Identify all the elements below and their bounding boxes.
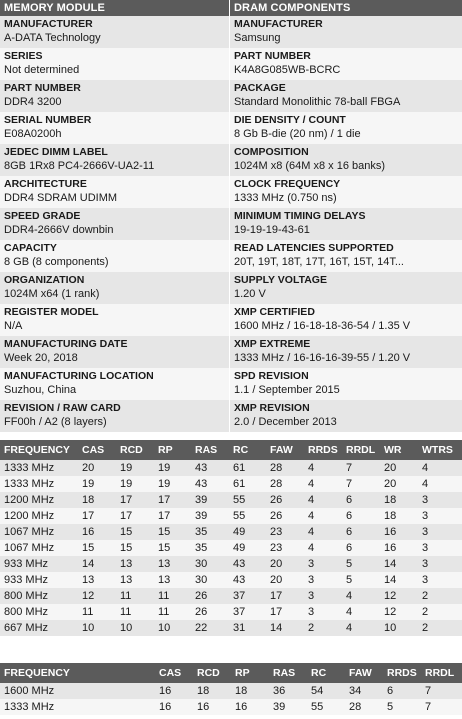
- table-cell: 15: [116, 540, 154, 556]
- table-cell: 3: [418, 540, 462, 556]
- table-cell: 26: [191, 588, 229, 604]
- table-row: [0, 540, 462, 556]
- table-cell: 3: [418, 572, 462, 588]
- table-row: [0, 524, 462, 540]
- table-cell: 22: [191, 620, 229, 636]
- table-cell: 61: [229, 476, 266, 492]
- jedec-column-header: RC: [229, 440, 266, 460]
- memory-module-spec-row: [0, 144, 229, 176]
- jedec-column-header: RRDS: [304, 440, 342, 460]
- table-cell: 26: [266, 508, 304, 524]
- table-cell: 16: [78, 524, 116, 540]
- spec-label: PART NUMBER: [4, 82, 81, 94]
- xmp-column-header: RP: [231, 663, 269, 683]
- memory-module-spec-row: [0, 240, 229, 272]
- spec-label: SPEED GRADE: [4, 210, 81, 222]
- memory-module-column: [0, 0, 230, 432]
- table-row: [0, 572, 462, 588]
- spec-value: 20T, 19T, 18T, 17T, 16T, 15T, 14T...: [234, 256, 404, 268]
- table-cell: 5: [342, 556, 380, 572]
- table-cell: 4: [342, 620, 380, 636]
- jedec-column-header: WTRS: [418, 440, 462, 460]
- table-cell: 55: [229, 492, 266, 508]
- spec-label: COMPOSITION: [234, 146, 309, 158]
- jedec-column-header: WR: [380, 440, 418, 460]
- table-cell: 800 MHz: [0, 604, 78, 620]
- table-cell: 1200 MHz: [0, 508, 78, 524]
- spec-label: CAPACITY: [4, 242, 57, 254]
- table-row: [0, 492, 462, 508]
- table-cell: 3: [418, 556, 462, 572]
- table-cell: 3: [418, 492, 462, 508]
- spec-value: 1333 MHz / 16-16-16-39-55 / 1.20 V: [234, 352, 411, 364]
- table-cell: 19: [154, 460, 191, 476]
- dram-components-spec-row: [230, 144, 462, 176]
- table-cell: 11: [78, 604, 116, 620]
- table-cell: 1067 MHz: [0, 524, 78, 540]
- table-cell: 933 MHz: [0, 556, 78, 572]
- table-cell: 10: [380, 620, 418, 636]
- table-cell: 4: [304, 524, 342, 540]
- table-cell: 15: [116, 524, 154, 540]
- table-cell: 1333 MHz: [0, 699, 155, 715]
- memory-module-spec-row: [0, 16, 229, 48]
- table-cell: 15: [154, 540, 191, 556]
- spec-label: XMP CERTIFIED: [234, 306, 315, 318]
- spec-value: Standard Monolithic 78-ball FBGA: [234, 96, 401, 108]
- table-cell: 19: [116, 476, 154, 492]
- spec-value: DDR4-2666V downbin: [4, 224, 114, 236]
- table-cell: 667 MHz: [0, 620, 78, 636]
- jedec-header-row: [0, 440, 462, 460]
- xmp-column-header: RRDS: [383, 663, 421, 683]
- table-cell: 15: [154, 524, 191, 540]
- table-row: [0, 588, 462, 604]
- table-cell: 5: [342, 572, 380, 588]
- table-row: [0, 556, 462, 572]
- table-cell: 4: [418, 476, 462, 492]
- table-cell: 4: [418, 460, 462, 476]
- table-row: [0, 508, 462, 524]
- spec-label: DIE DENSITY / COUNT: [234, 114, 346, 126]
- xmp-header-row: [0, 663, 462, 683]
- table-cell: 17: [116, 492, 154, 508]
- xmp-column-header: FREQUENCY: [0, 663, 155, 683]
- jedec-column-header: FAW: [266, 440, 304, 460]
- table-cell: 1067 MHz: [0, 540, 78, 556]
- table-cell: 28: [266, 460, 304, 476]
- table-cell: 2: [418, 620, 462, 636]
- spec-label: SUPPLY VOLTAGE: [234, 274, 327, 286]
- memory-module-spec-row: [0, 208, 229, 240]
- table-cell: 4: [304, 540, 342, 556]
- table-cell: 3: [304, 588, 342, 604]
- table-cell: 17: [266, 588, 304, 604]
- spec-label: SERIAL NUMBER: [4, 114, 92, 126]
- dram-components-spec-row: [230, 240, 462, 272]
- spec-label: MANUFACTURING DATE: [4, 338, 128, 350]
- table-cell: 43: [229, 572, 266, 588]
- jedec-column-header: RAS: [191, 440, 229, 460]
- spec-label: READ LATENCIES SUPPORTED: [234, 242, 394, 254]
- spec-value: 2.0 / December 2013: [234, 416, 337, 428]
- table-cell: 1200 MHz: [0, 492, 78, 508]
- table-cell: 16: [193, 699, 231, 715]
- table-row: [0, 699, 462, 715]
- table-row: [0, 460, 462, 476]
- spec-value: 1024M x8 (64M x8 x 16 banks): [234, 160, 386, 172]
- memory-module-spec-row: [0, 368, 229, 400]
- spec-label: SPD REVISION: [234, 370, 309, 382]
- spec-value: K4A8G085WB-BCRC: [234, 64, 341, 76]
- spec-value: Week 20, 2018: [4, 352, 78, 364]
- spec-value: DDR4 SDRAM UDIMM: [4, 192, 118, 204]
- table-cell: 43: [191, 460, 229, 476]
- table-cell: 20: [266, 572, 304, 588]
- table-cell: 6: [342, 540, 380, 556]
- table-cell: 6: [342, 492, 380, 508]
- table-cell: 55: [307, 699, 345, 715]
- table-row: [0, 476, 462, 492]
- spec-label: ARCHITECTURE: [4, 178, 87, 190]
- table-cell: 14: [380, 556, 418, 572]
- spec-label: MINIMUM TIMING DELAYS: [234, 210, 366, 222]
- spec-label: SERIES: [4, 50, 43, 62]
- table-cell: 49: [229, 524, 266, 540]
- table-cell: 18: [231, 683, 269, 699]
- spec-value: 8 GB (8 components): [4, 256, 109, 268]
- table-cell: 35: [191, 524, 229, 540]
- table-cell: 31: [229, 620, 266, 636]
- table-cell: 19: [154, 476, 191, 492]
- table-cell: 19: [116, 460, 154, 476]
- spec-value: 1024M x64 (1 rank): [4, 288, 100, 300]
- spec-label: MANUFACTURER: [234, 18, 323, 30]
- spec-value: 1.20 V: [234, 288, 266, 300]
- table-cell: 16: [380, 540, 418, 556]
- dram-components-spec-row: [230, 272, 462, 304]
- table-cell: 7: [421, 699, 462, 715]
- xmp-column-header: CAS: [155, 663, 193, 683]
- spec-label: MANUFACTURING LOCATION: [4, 370, 154, 382]
- table-cell: 18: [193, 683, 231, 699]
- jedec-column-header: RP: [154, 440, 191, 460]
- dram-components-spec-row: [230, 208, 462, 240]
- spec-value: N/A: [4, 320, 23, 332]
- table-cell: 12: [380, 588, 418, 604]
- table-cell: 4: [342, 588, 380, 604]
- table-cell: 14: [78, 556, 116, 572]
- memory-module-spec-row: [0, 176, 229, 208]
- dram-components-spec-row: [230, 48, 462, 80]
- table-cell: 30: [191, 556, 229, 572]
- table-cell: 39: [191, 492, 229, 508]
- table-row: [0, 620, 462, 636]
- table-row: [0, 683, 462, 699]
- memory-module-spec-row: [0, 272, 229, 304]
- spec-value: 19-19-19-43-61: [234, 224, 310, 236]
- table-cell: 800 MHz: [0, 588, 78, 604]
- table-cell: 6: [383, 683, 421, 699]
- table-cell: 4: [304, 460, 342, 476]
- table-cell: 10: [78, 620, 116, 636]
- table-cell: 37: [229, 588, 266, 604]
- spec-value: 8 Gb B-die (20 nm) / 1 die: [234, 128, 361, 140]
- memory-module-spec-row: [0, 304, 229, 336]
- spec-value: E08A0200h: [4, 128, 62, 140]
- table-cell: 43: [229, 556, 266, 572]
- table-cell: 18: [380, 508, 418, 524]
- spec-label: XMP EXTREME: [234, 338, 311, 350]
- table-row: [0, 604, 462, 620]
- table-cell: 933 MHz: [0, 572, 78, 588]
- table-cell: 13: [78, 572, 116, 588]
- table-cell: 11: [154, 588, 191, 604]
- table-cell: 7: [342, 460, 380, 476]
- jedec-column-header: FREQUENCY: [0, 440, 78, 460]
- table-cell: 20: [266, 556, 304, 572]
- table-cell: 13: [154, 556, 191, 572]
- table-cell: 2: [304, 620, 342, 636]
- dram-components-spec-row: [230, 336, 462, 368]
- spec-label: JEDEC DIMM LABEL: [4, 146, 108, 158]
- spec-label: MANUFACTURER: [4, 18, 93, 30]
- table-cell: 4: [304, 508, 342, 524]
- table-cell: 7: [421, 683, 462, 699]
- table-cell: 37: [229, 604, 266, 620]
- table-cell: 16: [380, 524, 418, 540]
- table-cell: 6: [342, 508, 380, 524]
- jedec-column-header: RRDL: [342, 440, 380, 460]
- table-cell: 55: [229, 508, 266, 524]
- table-cell: 5: [383, 699, 421, 715]
- table-cell: 3: [304, 556, 342, 572]
- jedec-timings-table: [0, 440, 462, 636]
- xmp-timings-table: [0, 663, 462, 715]
- memory-module-spec-row: [0, 112, 229, 144]
- table-cell: 10: [116, 620, 154, 636]
- table-cell: 11: [116, 604, 154, 620]
- table-cell: 3: [304, 604, 342, 620]
- table-cell: 14: [266, 620, 304, 636]
- table-cell: 49: [229, 540, 266, 556]
- table-cell: 61: [229, 460, 266, 476]
- table-cell: 26: [191, 604, 229, 620]
- table-cell: 2: [418, 604, 462, 620]
- table-cell: 19: [78, 476, 116, 492]
- table-cell: 20: [78, 460, 116, 476]
- table-cell: 10: [154, 620, 191, 636]
- table-cell: 16: [231, 699, 269, 715]
- spec-label: PART NUMBER: [234, 50, 311, 62]
- xmp-column-header: RCD: [193, 663, 231, 683]
- table-cell: 12: [380, 604, 418, 620]
- table-cell: 30: [191, 572, 229, 588]
- dram-components-spec-row: [230, 368, 462, 400]
- table-cell: 28: [266, 476, 304, 492]
- table-cell: 20: [380, 460, 418, 476]
- dram-components-header: DRAM COMPONENTS: [230, 0, 462, 16]
- table-cell: 16: [155, 683, 193, 699]
- table-cell: 23: [266, 540, 304, 556]
- table-cell: 13: [154, 572, 191, 588]
- table-cell: 14: [380, 572, 418, 588]
- dram-components-spec-row: [230, 112, 462, 144]
- spec-value: 1333 MHz (0.750 ns): [234, 192, 337, 204]
- table-cell: 3: [418, 524, 462, 540]
- dram-components-spec-row: [230, 304, 462, 336]
- table-cell: 1600 MHz: [0, 683, 155, 699]
- table-cell: 36: [269, 683, 307, 699]
- spec-label: CLOCK FREQUENCY: [234, 178, 341, 190]
- table-cell: 4: [304, 492, 342, 508]
- dram-components-spec-row: [230, 400, 462, 432]
- xmp-column-header: RRDL: [421, 663, 462, 683]
- table-cell: 15: [78, 540, 116, 556]
- table-cell: 3: [418, 508, 462, 524]
- table-cell: 6: [342, 524, 380, 540]
- table-cell: 17: [154, 508, 191, 524]
- table-cell: 34: [345, 683, 383, 699]
- table-cell: 4: [304, 476, 342, 492]
- spec-value: 8GB 1Rx8 PC4-2666V-UA2-11: [4, 160, 155, 172]
- spec-value: DDR4 3200: [4, 96, 62, 108]
- xmp-column-header: RC: [307, 663, 345, 683]
- dram-components-spec-row: [230, 80, 462, 112]
- spec-value: 1.1 / September 2015: [234, 384, 340, 396]
- table-cell: 12: [78, 588, 116, 604]
- table-cell: 3: [304, 572, 342, 588]
- table-cell: 1333 MHz: [0, 460, 78, 476]
- dram-components-spec-row: [230, 176, 462, 208]
- spec-label: ORGANIZATION: [4, 274, 85, 286]
- table-cell: 7: [342, 476, 380, 492]
- spec-label: REVISION / RAW CARD: [4, 402, 121, 414]
- table-cell: 18: [78, 492, 116, 508]
- memory-module-spec-row: [0, 48, 229, 80]
- table-cell: 4: [342, 604, 380, 620]
- spec-value: A-DATA Technology: [4, 32, 101, 44]
- table-cell: 17: [266, 604, 304, 620]
- table-cell: 17: [116, 508, 154, 524]
- dram-components-column: [230, 0, 462, 432]
- spec-value: Not determined: [4, 64, 80, 76]
- table-cell: 18: [380, 492, 418, 508]
- memory-module-spec-row: [0, 80, 229, 112]
- table-cell: 28: [345, 699, 383, 715]
- memory-module-header: MEMORY MODULE: [0, 0, 229, 16]
- xmp-column-header: RAS: [269, 663, 307, 683]
- table-cell: 43: [191, 476, 229, 492]
- table-cell: 1333 MHz: [0, 476, 78, 492]
- table-cell: 39: [269, 699, 307, 715]
- table-cell: 16: [155, 699, 193, 715]
- spec-value: FF00h / A2 (8 layers): [4, 416, 107, 428]
- table-cell: 26: [266, 492, 304, 508]
- table-cell: 17: [78, 508, 116, 524]
- table-cell: 17: [154, 492, 191, 508]
- xmp-column-header: FAW: [345, 663, 383, 683]
- spec-value: Suzhou, China: [4, 384, 77, 396]
- table-cell: 35: [191, 540, 229, 556]
- dram-components-spec-row: [230, 16, 462, 48]
- spec-label: REGISTER MODEL: [4, 306, 99, 318]
- jedec-column-header: RCD: [116, 440, 154, 460]
- memory-module-spec-row: [0, 336, 229, 368]
- spec-label: PACKAGE: [234, 82, 286, 94]
- table-cell: 13: [116, 572, 154, 588]
- table-cell: 11: [154, 604, 191, 620]
- table-cell: 11: [116, 588, 154, 604]
- jedec-column-header: CAS: [78, 440, 116, 460]
- memory-module-spec-row: [0, 400, 229, 432]
- table-cell: 20: [380, 476, 418, 492]
- table-cell: 23: [266, 524, 304, 540]
- table-cell: 54: [307, 683, 345, 699]
- table-cell: 13: [116, 556, 154, 572]
- spec-value: Samsung: [234, 32, 281, 44]
- table-cell: 39: [191, 508, 229, 524]
- spec-label: XMP REVISION: [234, 402, 310, 414]
- table-cell: 2: [418, 588, 462, 604]
- spec-value: 1600 MHz / 16-18-18-36-54 / 1.35 V: [234, 320, 411, 332]
